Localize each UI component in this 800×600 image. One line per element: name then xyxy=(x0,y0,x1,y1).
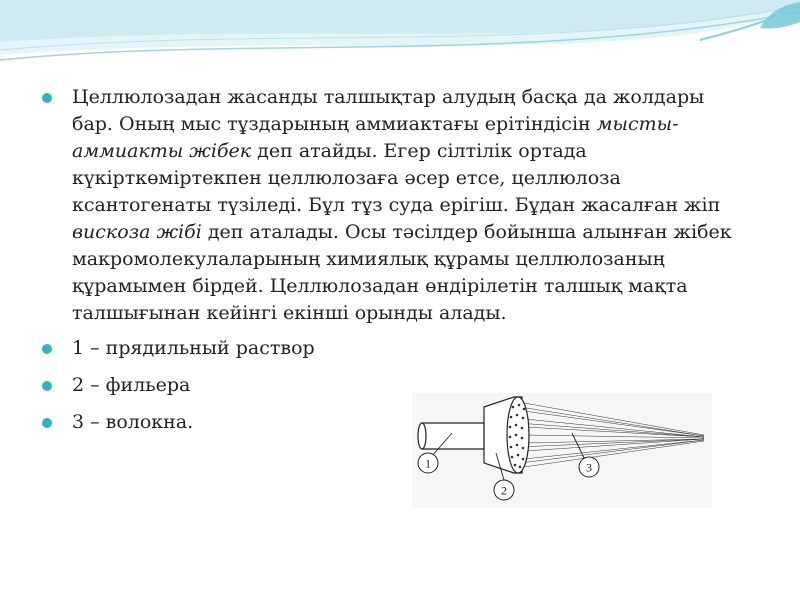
term-viscose-thread: вискоза жібі xyxy=(72,221,202,243)
term-copper-ammonia-silk: мысты-аммиакты жібек xyxy=(72,113,679,162)
legend-text-3: 3 – волокна. xyxy=(72,411,194,433)
legend-text-1: 1 – прядильный раствор xyxy=(72,337,315,359)
fibers xyxy=(518,403,704,467)
bullet-icon xyxy=(42,344,52,354)
header-wave-decoration xyxy=(0,0,800,90)
label-3-text: 3 xyxy=(586,460,592,475)
label-2-text: 2 xyxy=(501,483,507,498)
paragraph-item xyxy=(40,84,740,327)
bullet-icon xyxy=(42,93,52,103)
slide-content xyxy=(40,84,740,446)
spinneret-diagram xyxy=(412,393,712,508)
spinneret xyxy=(484,397,529,473)
label-3 xyxy=(579,457,599,477)
bullet-icon xyxy=(42,381,52,391)
bullet-icon xyxy=(42,418,52,428)
solution-pipe xyxy=(418,423,484,449)
legend-text-2: 2 – фильера xyxy=(72,374,191,396)
paragraph-text-1: Целлюлозадан жасанды талшықтар алудың басқа да жолдары бар. Оның мыс тұздарының аммиактағы ерітіндісін xyxy=(72,86,705,135)
label-1 xyxy=(418,453,438,473)
label-2 xyxy=(494,480,514,500)
label-1-text: 1 xyxy=(425,456,431,471)
paragraph-text-2: деп атайды. Егер сілтілік ортада күкірткөміртекпен целлюлозаға әсер етсе, целлюлоза ксантогенаты түзіледі. Бұл тұз суда ерігіш. Бұдан жасалған жіп xyxy=(72,140,721,216)
paragraph-text-3: деп аталады. Осы тәсілдер бойынша алынған жібек макромолекулаларының химиялық құрамы целлюлозаның құрамымен бірдей. Целлюлозадан өндірілетін талшық мақта талшығынан кейінгі екінші орынды алады. xyxy=(72,221,732,324)
legend-item-1 xyxy=(40,335,740,362)
